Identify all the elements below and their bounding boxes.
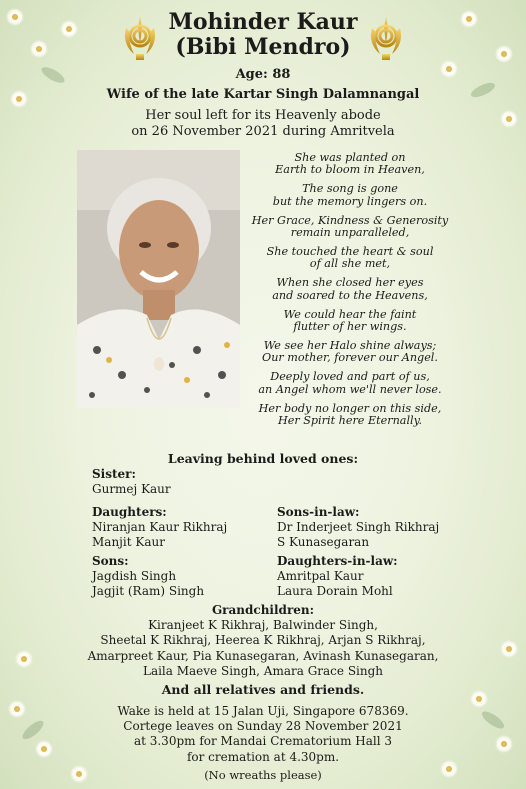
poem-line: We see her Halo shine always; — [263, 338, 437, 352]
grandchildren-label: Grandchildren: — [211, 603, 315, 617]
portrait-photo — [77, 150, 240, 408]
poem-stanza — [245, 246, 455, 271]
wake-line: for cremation at 4.30pm. — [186, 749, 340, 764]
deceased-name: Mohinder Kaur — [168, 9, 358, 35]
grandchildren-section — [0, 603, 526, 679]
spouse-line: Wife of the late Kartar Singh Dalamnangal — [106, 87, 420, 102]
relatives-line: And all relatives and friends. — [161, 682, 365, 697]
wake-line: at 3.30pm for Mandai Crematorium Hall 3 — [133, 734, 393, 749]
poem-stanza — [245, 183, 455, 208]
poem-line: Her Grace, Kindness & Generosity — [251, 213, 449, 227]
family-label: Daughters-in-law: — [277, 554, 398, 568]
family-member: Manjit Kaur — [92, 535, 165, 549]
poem-line: but the memory lingers on. — [272, 194, 428, 208]
poem-line: She was planted on — [294, 151, 406, 164]
wake-details — [0, 704, 526, 765]
poem-line: Our mother, forever our Angel. — [262, 351, 438, 365]
family-member: Jagjit (Ram) Singh — [92, 584, 205, 598]
family-label: Daughters: — [92, 505, 167, 519]
family-member: Jagdish Singh — [92, 569, 177, 583]
poem-line: Earth to bloom in Heaven, — [275, 163, 425, 177]
grandchildren-line: Laila Maeve Singh, Amara Grace Singh — [142, 663, 384, 678]
poem-stanza — [245, 215, 455, 240]
no-wreaths-note: (No wreaths please) — [204, 768, 322, 782]
poem-line: Her body no longer on this side, — [258, 401, 442, 415]
family-member: Niranjan Kaur Rikhraj — [92, 520, 228, 534]
family-daughters — [92, 505, 227, 550]
deceased-alias: (Bibi Mendro) — [175, 34, 351, 60]
poem-line: and soared to the Heavens, — [272, 288, 428, 302]
poem-line: We could hear the faint — [283, 307, 417, 321]
poem-line: The song is gone — [302, 182, 398, 196]
family-daughters-in-law — [277, 554, 398, 599]
poem-stanza — [245, 309, 455, 334]
family-label: Sister: — [92, 467, 136, 481]
wake-line: Cortege leaves on Sunday 28 November 2021 — [123, 719, 403, 734]
poem-line: When she closed her eyes — [276, 276, 424, 290]
poem-stanza — [245, 152, 455, 177]
poem-stanza — [245, 277, 455, 302]
passing-line-1: Her soul left for its Heavenly abode — [145, 108, 381, 123]
family-sister — [92, 467, 171, 497]
family-sons — [92, 554, 204, 599]
grandchildren-line: Sheetal K Rikhraj, Heerea K Rikhraj, Arjan S Rikhraj, — [100, 633, 426, 648]
passing-line-2: on 26 November 2021 during Amritvela — [131, 124, 395, 139]
poem-stanza — [245, 340, 455, 365]
family-sons-in-law — [277, 505, 439, 550]
poem-line: flutter of her wings. — [293, 319, 407, 333]
family-member: Dr Inderjeet Singh Rikhraj — [277, 520, 440, 534]
family-member: Laura Dorain Mohl — [277, 584, 393, 598]
family-label: Sons-in-law: — [277, 505, 360, 519]
memorial-poem — [245, 152, 455, 434]
poem-stanza — [245, 403, 455, 428]
family-label: Sons: — [92, 554, 129, 568]
poem-line: of all she met, — [309, 257, 391, 271]
poem-stanza — [245, 371, 455, 396]
age-line: Age: 88 — [235, 67, 291, 82]
poem-line: Her Spirit here Eternally. — [277, 413, 423, 427]
family-member: Gurmej Kaur — [92, 482, 171, 496]
poem-line: remain unparalleled, — [290, 226, 410, 240]
poem-line: an Angel whom we'll never lose. — [258, 382, 442, 396]
grandchildren-line: Kiranjeet K Rikhraj, Balwinder Singh, — [148, 618, 378, 633]
poem-line: Deeply loved and part of us, — [270, 370, 430, 384]
grandchildren-line: Amarpreet Kaur, Pia Kunasegaran, Avinash Kunasegaran, — [87, 648, 439, 663]
wake-line: Wake is held at 15 Jalan Uji, Singapore 678369. — [117, 704, 409, 718]
family-heading: Leaving behind loved ones: — [167, 451, 359, 466]
family-member: Amritpal Kaur — [277, 569, 364, 583]
poem-line: She touched the heart & soul — [266, 244, 434, 258]
family-member: S Kunasegaran — [277, 535, 370, 549]
